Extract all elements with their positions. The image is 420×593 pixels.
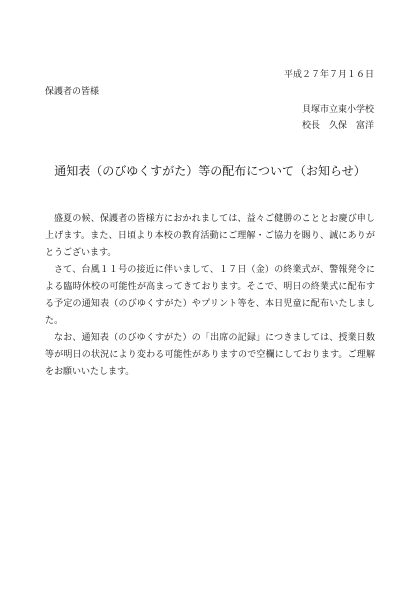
letter-body <box>45 211 375 381</box>
letter-sender <box>302 102 374 134</box>
sender-principal: 校長 久保 富洋 <box>301 121 374 131</box>
letter-date: 平成２７年７月１６日 <box>283 70 374 80</box>
body-paragraph-attendance: なお、通知表（のびゆくすがた）の「出席の記録」につきましては、授業日数等が明日の状況により変わる可能性がありますので空欄にしております。ご理解をお願いいたします。 <box>45 333 375 377</box>
body-paragraph-notice: さて、台風１１号の接近に伴いまして、１７日（金）の終業式が、警報発令による臨時休校の可能性が高まってきております。そこで、明日の終業式に配布する予定の通知表（のびゆくすがた）やプリント等を、本日児童に配布いたしました。 <box>45 265 375 326</box>
sender-school: 貝塚市立東小学校 <box>301 105 374 115</box>
letter-title: 通知表（のびゆくすがた）等の配布について（お知らせ） <box>54 164 366 178</box>
letter-addressee: 保護者の皆様 <box>45 87 100 97</box>
body-paragraph-greeting: 盛夏の候、保護者の皆様方におかれましては、益々ご健勝のこととお慶び申し上げます。また、日頃より本校の教育活動にご理解・ご協力を賜り、誠にありがとうございます。 <box>45 214 375 258</box>
